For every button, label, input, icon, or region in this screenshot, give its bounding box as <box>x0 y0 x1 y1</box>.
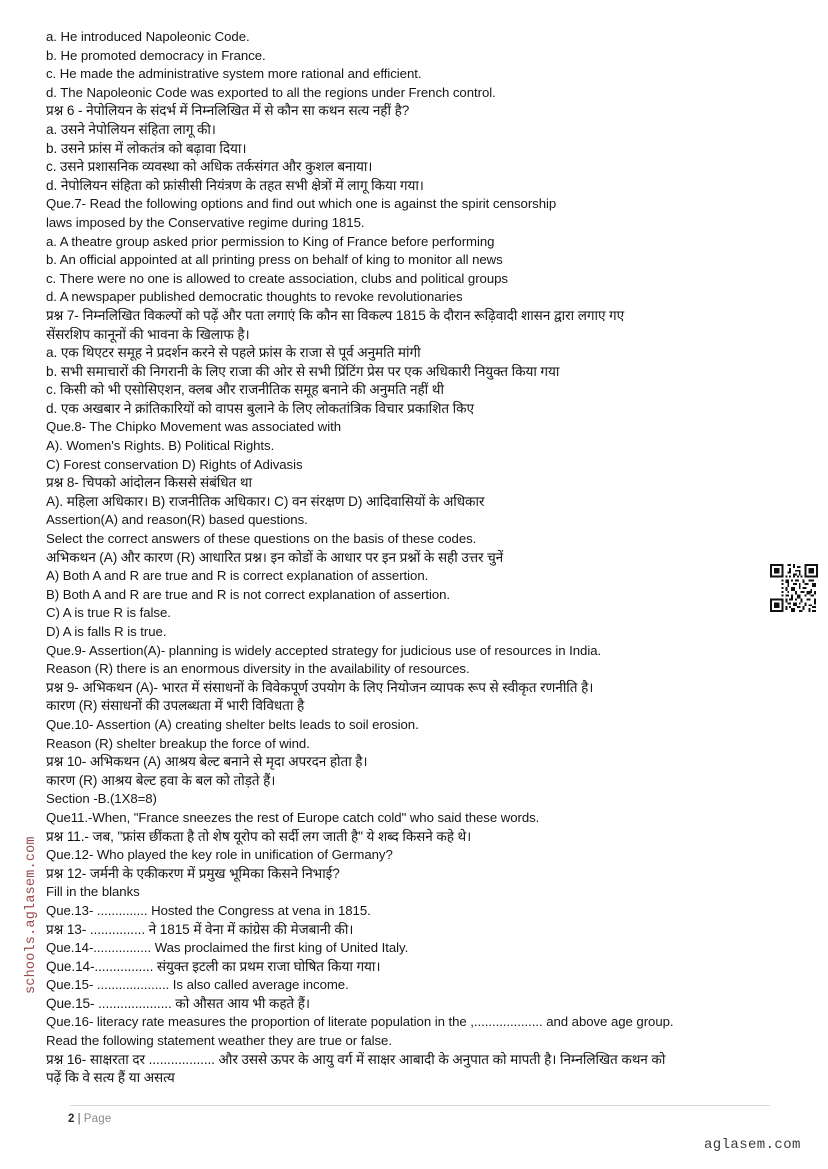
brand-watermark: aglasem.com <box>704 1137 801 1153</box>
text-line: a. A theatre group asked prior permission to King of France before performing <box>46 233 495 249</box>
text-line: D) A is falls R is true. <box>46 624 167 639</box>
page-number-footer <box>68 1113 111 1125</box>
text-line: Que.7- Read the following options and find out which one is against the spirit censorship <box>46 196 557 212</box>
text-line: Select the correct answers of these questions on the basis of these codes. <box>46 531 477 547</box>
text-line: प्रश्न 10- अभिकथन (A) आश्रय बेल्ट बनाने से मृदा अपरदन होता है। <box>46 754 368 770</box>
text-line: Reason (R) shelter breakup the force of wind. <box>46 735 310 751</box>
text-line: a. He introduced Napoleonic Code. <box>46 29 250 44</box>
side-watermark-text: schools.aglasem.com <box>24 836 39 994</box>
text-line: C) A is true R is false. <box>46 605 171 621</box>
text-line: प्रश्न 13- ............... ने 1815 में वेना में कांग्रेस की मेजबानी की। <box>46 921 354 937</box>
text-line: b. सभी समाचारों की निगरानी के लिए राजा की ओर से सभी प्रिंटिंग प्रेस पर एक अधिकारी नियुक्त किया गया <box>46 363 560 379</box>
text-line: प्रश्न 9- अभिकथन (A)- भारत में संसाधनों के विवेकपूर्ण उपयोग के लिए नियोजन व्यापक रूप से स्वीकृत रणनीति है। <box>46 679 594 695</box>
text-line: Que.12- Who played the key role in unification of Germany? <box>46 847 393 863</box>
text-line: कारण (R) संसाधनों की उपलब्धता में भारी विविधता है <box>46 698 305 714</box>
text-line: सेंसरशिप कानूनों की भावना के खिलाफ है। <box>46 326 250 342</box>
text-line: प्रश्न 12- जर्मनी के एकीकरण में प्रमुख भूमिका किसने निभाई? <box>46 865 340 881</box>
text-line: Que.16- literacy rate measures the proportion of literate population in the ,................... and above age group. <box>46 1014 674 1030</box>
text-line: a. एक थिएटर समूह ने प्रदर्शन करने से पहले फ्रांस के राजा से पूर्व अनुमति मांगी <box>46 345 421 361</box>
text-line: प्रश्न 8- चिपको आंदोलन किससे संबंधित था <box>46 475 252 491</box>
text-line: b. उसने फ्रांस में लोकतंत्र को बढ़ावा दिया। <box>46 140 247 156</box>
text-line: Que.15- .................... को औसत आय भी कहते हैं। <box>46 995 310 1011</box>
page-number: 2 <box>68 1113 75 1125</box>
text-line: c. There were no one is allowed to create association, clubs and political groups <box>46 270 508 286</box>
text-line: c. उसने प्रशासनिक व्यवस्था को अधिक तर्कसंगत और कुशल बनाया। <box>46 159 373 175</box>
text-line: Que.15- .................... Is also called average income. <box>46 977 349 993</box>
text-line: कारण (R) आश्रय बेल्ट हवा के बल को तोड़ते हैं। <box>46 772 276 788</box>
text-line: Que.14-................ Was proclaimed the first king of United Italy. <box>46 940 409 956</box>
text-line: प्रश्न 16- साक्षरता दर .................. और उससे ऊपर के आयु वर्ग में साक्षर आबादी के अनुपात को मापती है। निम्नलिखित कथन को <box>46 1051 666 1067</box>
text-line: d. नेपोलियन संहिता को फ्रांसीसी नियंत्रण के तहत सभी क्षेत्रों में लागू किया गया। <box>46 177 424 193</box>
text-line: b. An official appointed at all printing press on behalf of king to monitor all news <box>46 252 503 268</box>
text-line: c. किसी को भी एसोसिएशन, क्लब और राजनीतिक समूह बनाने की अनुमति नहीं थी <box>46 382 444 398</box>
text-line: Que11.-When, "France sneezes the rest of Europe catch cold" who said these words. <box>46 809 540 825</box>
document-text-body <box>46 28 806 1088</box>
text-line: C) Forest conservation D) Rights of Adivasis <box>46 456 303 472</box>
text-line: b. He promoted democracy in France. <box>46 47 266 63</box>
text-line: A). महिला अधिकार। B) राजनीतिक अधिकार। C) वन संरक्षण D) आदिवासियों के अधिकार <box>46 493 485 509</box>
text-line: d. A newspaper published democratic thoughts to revoke revolutionaries <box>46 289 463 305</box>
text-line: A) Both A and R are true and R is correct explanation of assertion. <box>46 568 429 584</box>
text-line: d. The Napoleonic Code was exported to all the regions under French control. <box>46 84 496 100</box>
text-line: A). Women's Rights. B) Political Rights. <box>46 438 275 454</box>
text-line: Assertion(A) and reason(R) based questions. <box>46 512 308 528</box>
side-watermark <box>0 0 39 1169</box>
text-line: laws imposed by the Conservative regime during 1815. <box>46 214 365 230</box>
text-line: c. He made the administrative system more rational and efficient. <box>46 66 422 82</box>
text-line: Que.14-................ संयुक्त इटली का प्रथम राजा घोषित किया गया। <box>46 958 381 974</box>
text-line: पढ़ें कि वे सत्य हैं या असत्य <box>46 1070 175 1086</box>
text-line: B) Both A and R are true and R is not correct explanation of assertion. <box>46 586 451 602</box>
text-line: प्रश्न 6 - नेपोलियन के संदर्भ में निम्नलिखित में से कौन सा कथन सत्य नहीं है? <box>46 103 410 119</box>
text-line: a. उसने नेपोलियन संहिता लागू की। <box>46 121 216 137</box>
text-line: प्रश्न 11.- जब, "फ्रांस छींकता है तो शेष यूरोप को सर्दी लग जाती है" ये शब्द किसने कहे थे। <box>46 828 472 844</box>
footer-divider <box>70 1105 770 1106</box>
text-line: अभिकथन (A) और कारण (R) आधारित प्रश्न। इन कोडों के आधार पर इन प्रश्नों के सही उत्तर चुनें <box>46 549 504 565</box>
text-line: प्रश्न 7- निम्नलिखित विकल्पों को पढ़ें और पता लगाएं कि कौन सा विकल्प 1815 के दौरान रूढ़िवादी शासन द्वारा लगाए गए <box>46 307 625 323</box>
text-line: Fill in the blanks <box>46 884 140 900</box>
text-line: d. एक अखबार ने क्रांतिकारियों को वापस बुलाने के लिए लोकतांत्रिक विचार प्रकाशित किए <box>46 400 474 416</box>
text-line: Que.8- The Chipko Movement was associated with <box>46 419 342 435</box>
page-label: Page <box>83 1113 112 1125</box>
footer-separator: | <box>77 1113 81 1125</box>
text-line: Reason (R) there is an enormous diversity in the availability of resources. <box>46 661 470 677</box>
text-line: Read the following statement weather they are true or false. <box>46 1033 392 1049</box>
text-line: Section -B.(1X8=8) <box>46 791 157 807</box>
text-line: Que.10- Assertion (A) creating shelter belts leads to soil erosion. <box>46 716 419 732</box>
text-line: Que.9- Assertion(A)- planning is widely accepted strategy for judicious use of resources in India. <box>46 642 602 658</box>
qr-code[interactable] <box>770 564 818 612</box>
text-line: Que.13- .............. Hosted the Congress at vena in 1815. <box>46 902 371 918</box>
